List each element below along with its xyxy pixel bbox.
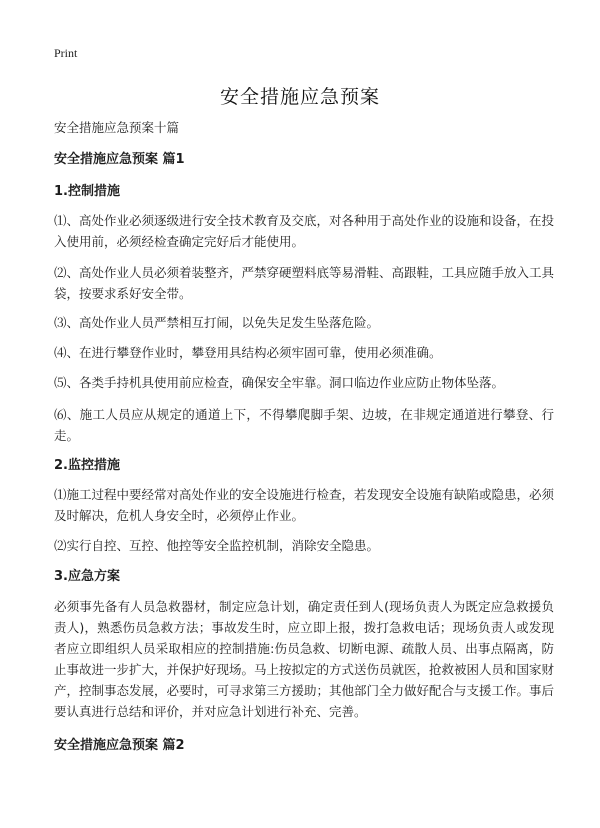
section-heading-emergency: 3.应急方案	[54, 569, 120, 584]
emergency-plan-paragraph: 必须事先备有人员急救器材，制定应急计划，确定责任到人(现场负责人为既定应急救援负责人)，熟悉伤员急救方法；事故发生时，应立即上报，拨打急救电话；现场负责人或发现者应立即组织人员采取相应的控制措施:伤员急救、切断电源、疏散人员、出事点隔离，防止事故进一步扩大，并保护好现场。马上按拟定的方式送伤员就医，抢救被困人员和国家财产，控制事态发展，必要时，可寻求第三方援助；其他部门全力做好配合与支援工作。事后要认真进行总结和评价，并对应急计划进行补充、完善。	[54, 599, 555, 719]
section-heading-control: 1.控制措施	[54, 184, 120, 199]
document-subtitle: 安全措施应急预案十篇	[54, 120, 180, 135]
monitor-item-2: ⑵实行自控、互控、他控等安全监控机制，消除安全隐患。	[54, 538, 380, 553]
control-item-3: ⑶、高处作业人员严禁相互打闹，以免失足发生坠落危险。	[54, 315, 380, 330]
section-heading-monitor: 2.监控措施	[54, 458, 120, 473]
article-heading-1: 安全措施应急预案 篇1	[54, 152, 185, 167]
control-item-4: ⑷、在进行攀登作业时，攀登用具结构必须牢固可靠，使用必须准确。	[54, 345, 442, 360]
monitor-item-1: ⑴施工过程中要经常对高处作业的安全设施进行检查，若发现安全设施有缺陷或隐患，必须及时解决，危机人身安全时，必须停止作业。	[54, 487, 555, 523]
control-item-5: ⑸、各类手持机具使用前应检查，确保安全牢靠。洞口临边作业应防止物体坠落。	[54, 375, 505, 390]
print-label: Print	[54, 46, 78, 60]
control-item-6: ⑹、施工人员应从规定的通道上下，不得攀爬脚手架、边坡，在非规定通道进行攀登、行走。	[54, 407, 554, 443]
page-title: 安全措施应急预案	[219, 86, 380, 108]
article-heading-2: 安全措施应急预案 篇2	[54, 738, 185, 753]
control-item-1: ⑴、高处作业必须逐级进行安全技术教育及交底，对各种用于高处作业的设施和设备，在投入使用前，必须经检查确定完好后才能使用。	[54, 213, 555, 249]
control-item-2: ⑵、高处作业人员必须着装整齐，严禁穿硬塑料底等易滑鞋、高跟鞋，工具应随手放入工具袋，按要求系好安全带。	[54, 265, 555, 301]
